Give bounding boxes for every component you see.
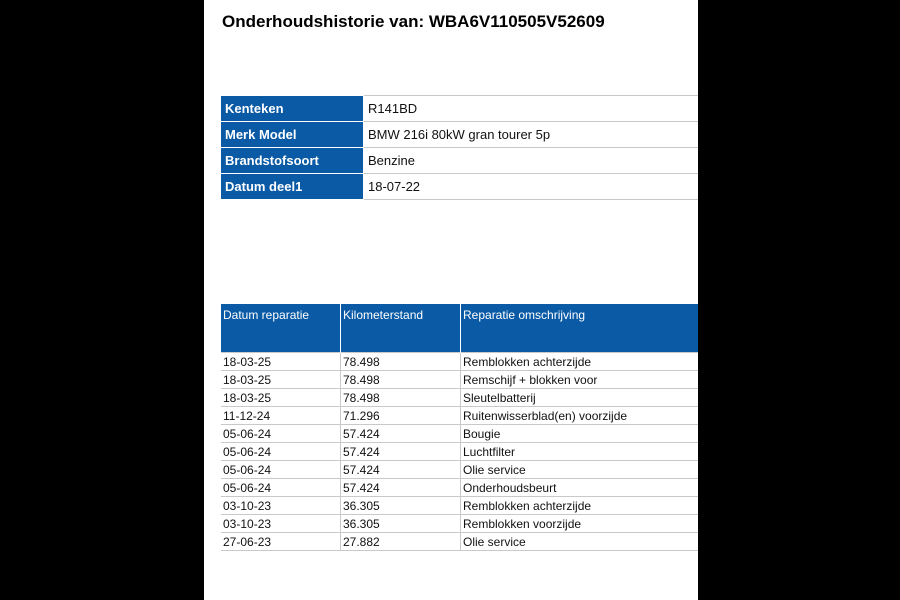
column-header-kilometerstand: Kilometerstand [341,304,461,353]
vehicle-label: Kenteken [221,96,364,122]
cell-datum: 18-03-25 [221,353,341,371]
cell-datum: 11-12-24 [221,407,341,425]
cell-omschrijving: Olie service [461,533,699,551]
maintenance-history-table [221,304,698,551]
history-header-row [221,304,698,353]
vehicle-info-table [221,95,698,200]
cell-omschrijving: Sleutelbatterij [461,389,699,407]
table-row [221,353,698,371]
cell-kilometerstand: 57.424 [341,443,461,461]
page-title: Onderhoudshistorie van: WBA6V110505V52609 [222,12,605,31]
table-row [221,443,698,461]
cell-datum: 05-06-24 [221,425,341,443]
table-row [221,407,698,425]
cell-omschrijving: Remblokken voorzijde [461,515,699,533]
cell-datum: 18-03-25 [221,389,341,407]
cell-omschrijving: Remschijf + blokken voor [461,371,699,389]
cell-kilometerstand: 57.424 [341,479,461,497]
table-row [221,497,698,515]
vehicle-value: Benzine [364,148,699,174]
cell-datum: 03-10-23 [221,515,341,533]
cell-omschrijving: Olie service [461,461,699,479]
cell-omschrijving: Remblokken achterzijde [461,497,699,515]
cell-datum: 05-06-24 [221,461,341,479]
cell-kilometerstand: 27.882 [341,533,461,551]
cell-datum: 27-06-23 [221,533,341,551]
table-row [221,371,698,389]
cell-kilometerstand: 36.305 [341,497,461,515]
vehicle-row-brandstofsoort [221,148,698,174]
table-row [221,515,698,533]
cell-omschrijving: Ruitenwisserblad(en) voorzijde [461,407,699,425]
cell-kilometerstand: 36.305 [341,515,461,533]
cell-kilometerstand: 78.498 [341,353,461,371]
vehicle-row-merk-model [221,122,698,148]
cell-omschrijving: Bougie [461,425,699,443]
vehicle-value: 18-07-22 [364,174,699,200]
document-page [204,0,698,600]
table-row [221,389,698,407]
vehicle-label: Merk Model [221,122,364,148]
vehicle-value: R141BD [364,96,699,122]
cell-omschrijving: Luchtfilter [461,443,699,461]
cell-kilometerstand: 78.498 [341,371,461,389]
cell-kilometerstand: 57.424 [341,425,461,443]
column-header-omschrijving: Reparatie omschrijving [461,304,699,353]
cell-omschrijving: Remblokken achterzijde [461,353,699,371]
vehicle-label: Datum deel1 [221,174,364,200]
vehicle-row-datum-deel1 [221,174,698,200]
table-row [221,425,698,443]
vehicle-value: BMW 216i 80kW gran tourer 5p [364,122,699,148]
cell-datum: 05-06-24 [221,479,341,497]
table-row [221,461,698,479]
table-row [221,479,698,497]
vehicle-label: Brandstofsoort [221,148,364,174]
vehicle-row-kenteken [221,96,698,122]
cell-kilometerstand: 78.498 [341,389,461,407]
cell-omschrijving: Onderhoudsbeurt [461,479,699,497]
cell-datum: 03-10-23 [221,497,341,515]
cell-kilometerstand: 71.296 [341,407,461,425]
history-body [221,353,698,551]
table-row [221,533,698,551]
cell-kilometerstand: 57.424 [341,461,461,479]
cell-datum: 18-03-25 [221,371,341,389]
column-header-datum: Datum reparatie [221,304,341,353]
cell-datum: 05-06-24 [221,443,341,461]
